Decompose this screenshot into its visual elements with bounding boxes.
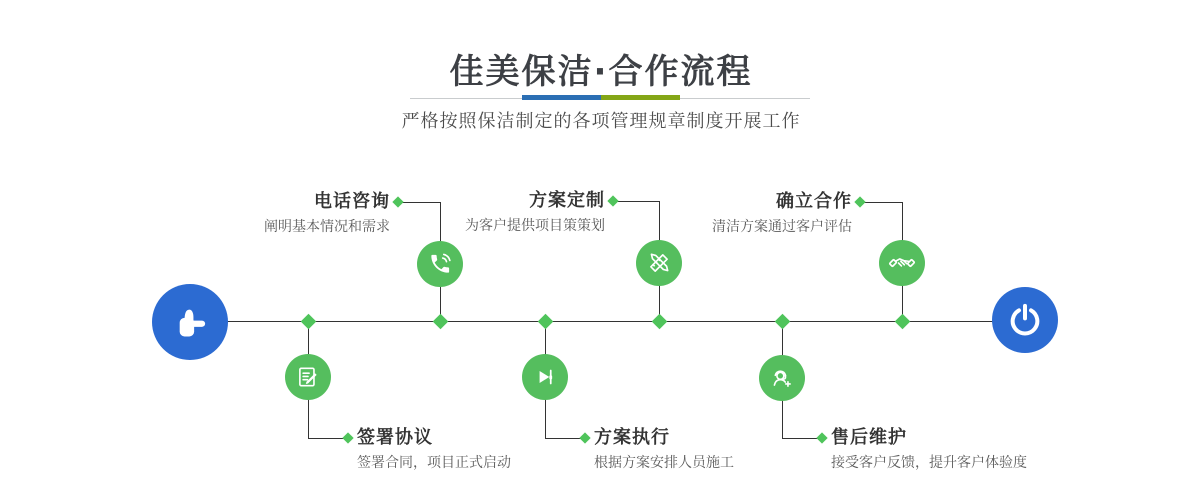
step-title: 电话咨询 xyxy=(314,191,390,212)
timeline-node-diamond xyxy=(775,314,791,330)
step-title: 方案定制 xyxy=(529,190,605,211)
connector-phone-h xyxy=(398,202,441,203)
connector-design-h xyxy=(613,201,660,202)
page-subtitle: 严格按照保洁制定的各项管理规章制度开展工作 xyxy=(401,111,801,132)
step-title: 确立合作 xyxy=(776,191,852,212)
label-diamond xyxy=(579,432,590,443)
step-circle-design xyxy=(636,240,682,286)
step-label-service xyxy=(831,427,1027,472)
step-circle-contract xyxy=(285,354,331,400)
step-title: 售后维护 xyxy=(831,427,907,448)
step-title: 方案执行 xyxy=(594,427,670,448)
step-label-contract xyxy=(357,427,511,472)
step-label-handshake xyxy=(712,191,852,236)
label-diamond xyxy=(392,196,403,207)
step-title: 签署协议 xyxy=(357,427,433,448)
timeline-node-diamond xyxy=(538,314,554,330)
step-desc: 签署合同，项目正式启动 xyxy=(357,455,511,471)
execute-icon xyxy=(532,364,558,390)
timeline-node-diamond xyxy=(652,314,668,330)
step-circle-execute xyxy=(522,354,568,400)
step-circle-service xyxy=(759,355,805,401)
step-desc: 接受客户反馈，提升客户体验度 xyxy=(831,455,1027,471)
service-icon xyxy=(769,365,795,391)
step-circle-handshake xyxy=(879,240,925,286)
start-node xyxy=(152,284,228,360)
step-label-phone xyxy=(264,191,390,236)
timeline-node-diamond xyxy=(301,314,317,330)
page-title: 佳美保洁·合作流程 xyxy=(449,52,753,92)
title-divider-green-segment xyxy=(601,95,680,100)
connector-handshake-h xyxy=(860,202,903,203)
label-diamond xyxy=(816,432,827,443)
title-divider-blue-segment xyxy=(522,95,601,100)
step-label-design xyxy=(465,190,605,235)
step-label-execute xyxy=(594,427,734,472)
step-desc: 清洁方案通过客户评估 xyxy=(712,219,852,235)
label-diamond xyxy=(854,196,865,207)
label-diamond xyxy=(342,432,353,443)
design-icon xyxy=(646,250,672,276)
pointing-hand-icon xyxy=(168,300,212,344)
handshake-icon xyxy=(888,249,916,277)
timeline-node-diamond xyxy=(433,314,449,330)
contract-icon xyxy=(295,364,321,390)
end-node xyxy=(992,287,1058,353)
step-circle-phone xyxy=(417,241,463,287)
step-desc: 阐明基本情况和需求 xyxy=(264,219,390,235)
timeline-node-diamond xyxy=(895,314,911,330)
power-icon xyxy=(1005,300,1045,340)
label-diamond xyxy=(607,195,618,206)
phone-icon xyxy=(427,251,453,277)
step-desc: 为客户提供项目策策划 xyxy=(465,218,605,234)
step-desc: 根据方案安排人员施工 xyxy=(594,455,734,471)
